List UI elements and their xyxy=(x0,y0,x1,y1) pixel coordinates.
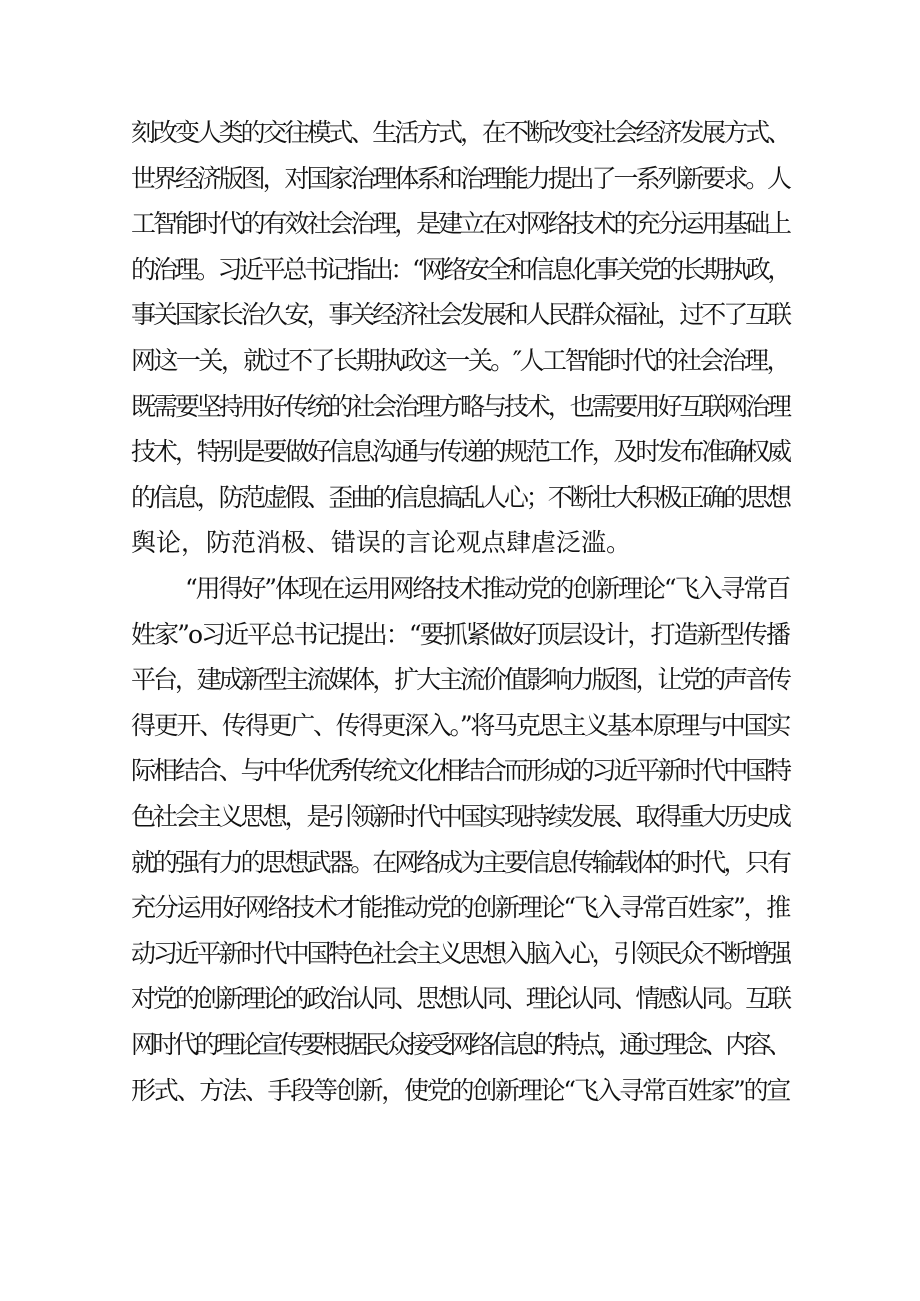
text-line: 世界经济版图，对国家治理体系和治理能力提出了一系列新要求。人 xyxy=(131,163,789,193)
text-line: 的治理。习近平总书记指出：“网络安全和信息化事关党的长期执政， xyxy=(131,254,789,284)
text-line: 形式、方法、手段等创新，使党的创新理论“飞入寻常百姓家”的宣 xyxy=(131,1075,789,1105)
text-line: 姓家”o习近平总书记提出：“要抓紧做好顶层设计，打造新型传播 xyxy=(131,619,789,649)
text-line: 网这一关，就过不了长期执政这一关。″人工智能时代的社会治理， xyxy=(131,346,789,375)
text-line: 就的强有力的思想武器。在网络成为主要信息传输载体的时代，只有 xyxy=(131,847,789,877)
text-line: 平台，建成新型主流媒体，扩大主流价值影响力版图，让党的声音传 xyxy=(131,665,789,695)
text-line: 工智能时代的有效社会治理，是建立在对网络技术的充分运用基础上 xyxy=(131,209,789,239)
text-line: 事关国家长治久安，事关经济社会发展和人民群众福祉，过不了互联 xyxy=(131,300,789,330)
text-line: 动习近平新时代中国特色社会主义思想入脑入心，引领民众不断增强 xyxy=(131,938,789,968)
text-line: 舆论，防范消极、错误的言论观点肆虐泛滥。 xyxy=(131,528,632,558)
text-line: 网时代的理论宣传要根据民众接受网络信息的特点，通过理念、内容、 xyxy=(131,1030,789,1059)
text-line: 际相结合、与中华优秀传统文化相结合而形成的习近平新时代中国特 xyxy=(131,756,789,786)
text-line: 刻改变人类的交往模式、生活方式，在不断改变社会经济发展方式、 xyxy=(131,118,789,147)
text-line: 技术，特别是要做好信息沟通与传递的规范工作，及时发布准确权威 xyxy=(131,437,789,467)
text-line: 色社会主义思想，是引领新时代中国实现持续发展、取得重大历史成 xyxy=(131,802,789,831)
text-line: “用得好”体现在运用网络技术推动党的创新理论“飞入寻常百 xyxy=(185,574,789,603)
text-line: 充分运用好网络技术才能推动党的创新理论“飞入寻常百姓家”，推 xyxy=(131,893,789,923)
text-line: 得更开、传得更广、传得更深入。”将马克思主义基本原理与中国实 xyxy=(131,710,789,740)
text-line: 既需要坚持用好传统的社会治理方略与技术，也需要用好互联网治理 xyxy=(131,391,789,421)
text-line: 对党的创新理论的政治认同、思想认同、理论认同、情感认同。互联 xyxy=(131,984,789,1014)
text-line: 的信息，防范虚假、歪曲的信息搞乱人心；不断壮大积极正确的思想 xyxy=(131,482,789,512)
